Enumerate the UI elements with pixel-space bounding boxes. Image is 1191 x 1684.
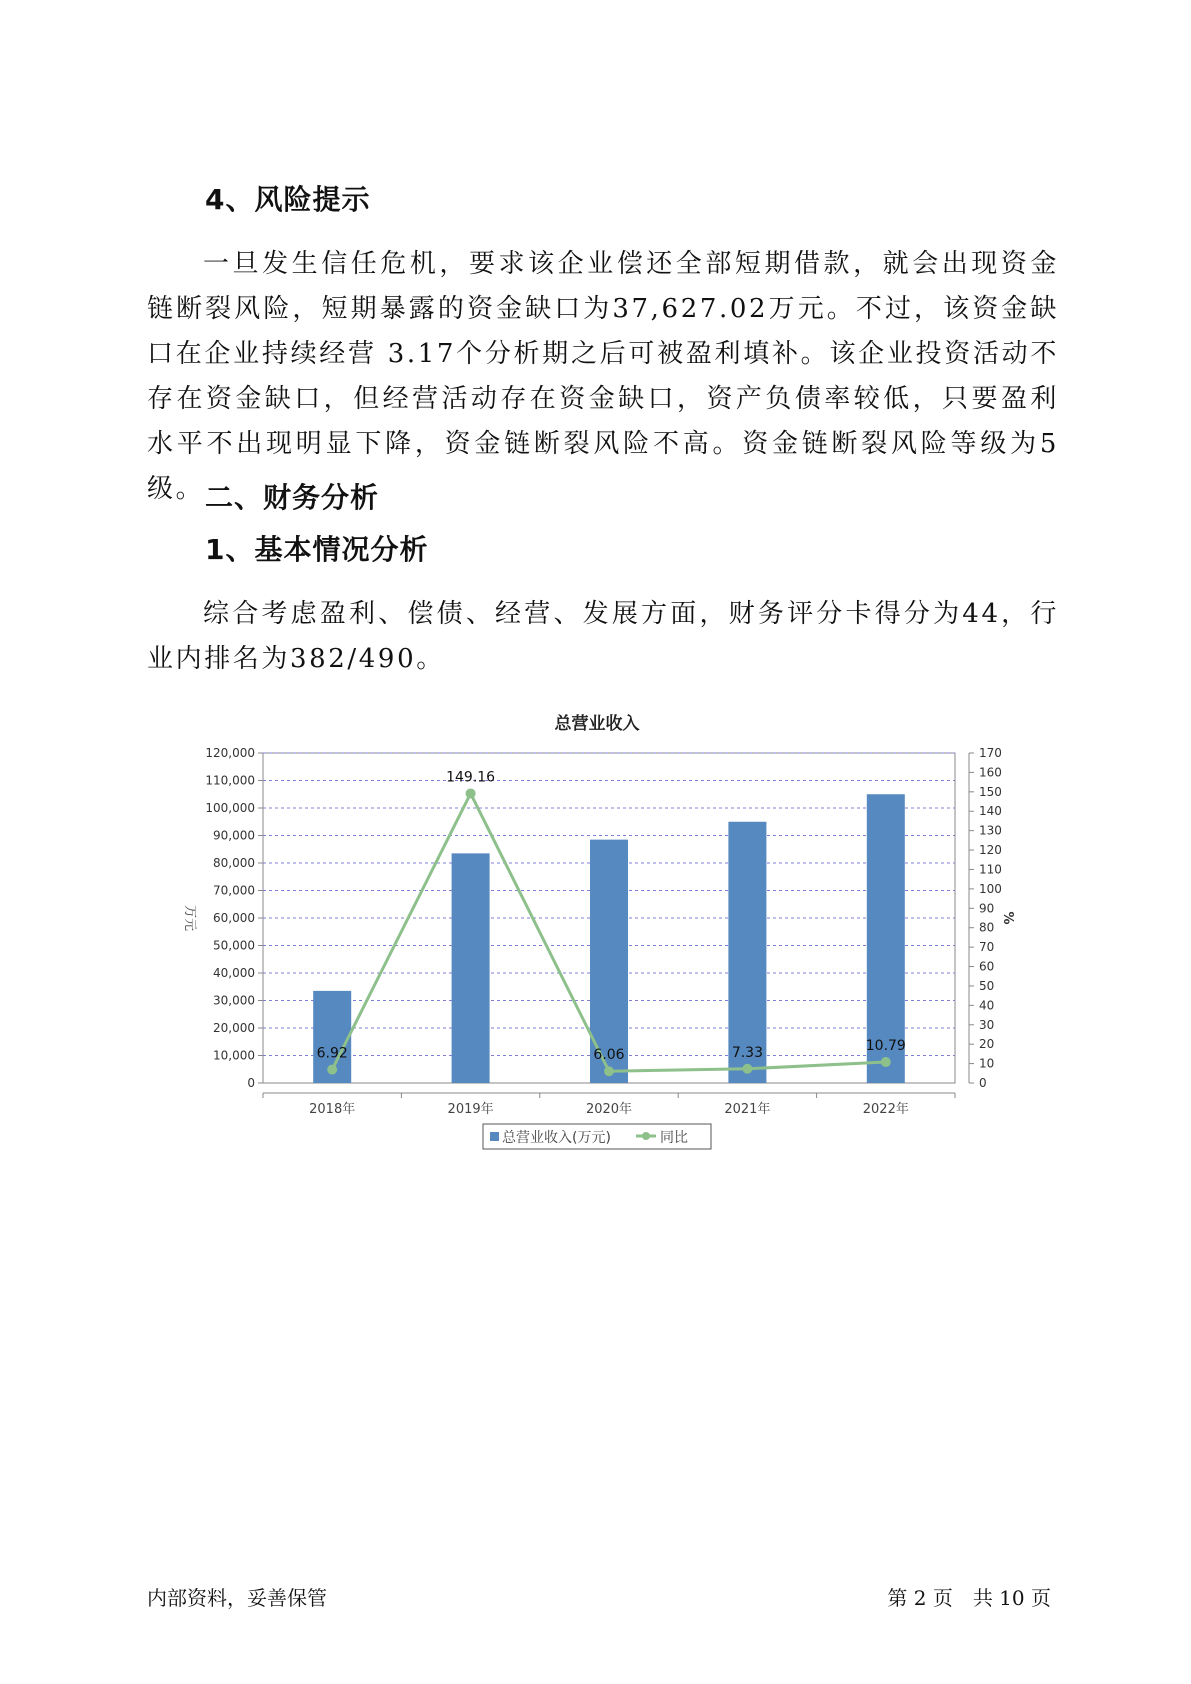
left-tick-label: 90,000 bbox=[213, 828, 255, 843]
left-tick-label: 0 bbox=[247, 1076, 255, 1090]
left-tick-label: 20,000 bbox=[213, 1021, 255, 1035]
risk-paragraph: 一旦发生信任危机，要求该企业偿还全部短期借款，就会出现资金链断裂风险，短期暴露的资金缺口为37,627.02万元。不过，该资金缺口在企业持续经营 3.17个分析期之后可被盈利填补。该企业投资活动不存在资金缺口，但经营活动存在资金缺口，资产负债率较低，只要盈利水平不出现明显下降，资金链断裂风险不高。资金链断裂风险等级为5级。 bbox=[147, 249, 1059, 504]
right-tick-label: 100 bbox=[979, 881, 1002, 896]
yoy-data-label: 6.92 bbox=[316, 1045, 348, 1062]
right-tick-label: 0 bbox=[979, 1076, 987, 1090]
x-tick-label: 2018年 bbox=[309, 1102, 356, 1117]
yoy-point bbox=[466, 788, 476, 798]
risk-heading: 4、风险提示 bbox=[205, 183, 371, 216]
yoy-data-label: 7.33 bbox=[731, 1044, 763, 1061]
left-tick-label: 120,000 bbox=[205, 746, 255, 760]
yoy-data-label: 10.79 bbox=[865, 1038, 906, 1055]
right-tick-label: 160 bbox=[979, 765, 1002, 780]
legend-yoy-label: 同比 bbox=[660, 1130, 688, 1146]
x-tick-label: 2022年 bbox=[862, 1102, 909, 1117]
legend-revenue-label: 总营业收入(万元) bbox=[502, 1130, 611, 1146]
right-axis-label: % bbox=[1000, 911, 1015, 925]
right-tick-label: 90 bbox=[979, 901, 995, 916]
right-axis bbox=[969, 746, 1002, 1090]
right-tick-label: 80 bbox=[979, 920, 995, 935]
legend-line-marker bbox=[642, 1132, 650, 1140]
right-tick-label: 150 bbox=[979, 784, 1002, 799]
right-tick-label: 30 bbox=[979, 1017, 995, 1032]
yoy-point bbox=[604, 1066, 614, 1076]
left-tick-label: 80,000 bbox=[213, 856, 255, 870]
yoy-data-label: 149.16 bbox=[446, 769, 496, 786]
basic-heading: 1、基本情况分析 bbox=[205, 533, 429, 566]
right-tick-label: 40 bbox=[979, 998, 995, 1013]
left-tick-label: 70,000 bbox=[213, 883, 255, 898]
left-tick-label: 10,000 bbox=[213, 1048, 255, 1063]
left-tick-label: 110,000 bbox=[205, 773, 255, 788]
right-tick-label: 50 bbox=[979, 978, 995, 993]
right-tick-label: 20 bbox=[979, 1037, 995, 1052]
revenue-bar bbox=[452, 853, 490, 1083]
right-tick-label: 110 bbox=[979, 862, 1002, 877]
x-axis-labels bbox=[263, 1093, 955, 1117]
footer-page-number: 第 2 页 共 10 页 bbox=[887, 1586, 1051, 1610]
left-axis bbox=[205, 746, 263, 1090]
finance-heading: 二、财务分析 bbox=[205, 481, 380, 514]
yoy-point bbox=[881, 1057, 891, 1067]
right-tick-label: 130 bbox=[979, 823, 1002, 838]
right-tick-label: 60 bbox=[979, 959, 995, 974]
chart-title: 总营业收入 bbox=[554, 714, 640, 734]
x-tick-label: 2021年 bbox=[724, 1102, 771, 1117]
right-tick-label: 70 bbox=[979, 940, 995, 955]
left-tick-label: 40,000 bbox=[213, 966, 255, 980]
footer-confidential: 内部资料，妥善保管 bbox=[147, 1586, 327, 1610]
legend-bar-swatch bbox=[490, 1132, 499, 1141]
x-tick-label: 2020年 bbox=[585, 1102, 633, 1117]
left-tick-label: 30,000 bbox=[213, 993, 255, 1008]
left-tick-label: 60,000 bbox=[213, 911, 255, 925]
yoy-data-label: 6.06 bbox=[593, 1047, 625, 1064]
right-tick-label: 170 bbox=[979, 746, 1002, 760]
yoy-point bbox=[327, 1065, 337, 1075]
right-tick-label: 140 bbox=[979, 804, 1002, 819]
x-tick-label: 2019年 bbox=[447, 1102, 494, 1117]
basic-paragraph: 综合考虑盈利、偿债、经营、发展方面，财务评分卡得分为44，行业内排名为382/490。 bbox=[147, 599, 1059, 674]
right-tick-label: 10 bbox=[979, 1056, 995, 1071]
right-tick-label: 120 bbox=[979, 843, 1002, 858]
left-axis-label: 万元 bbox=[182, 904, 197, 932]
yoy-point bbox=[742, 1064, 752, 1074]
left-tick-label: 50,000 bbox=[213, 938, 255, 953]
revenue-chart bbox=[170, 698, 1020, 1158]
chart-legend bbox=[483, 1124, 711, 1149]
left-tick-label: 100,000 bbox=[205, 801, 255, 815]
